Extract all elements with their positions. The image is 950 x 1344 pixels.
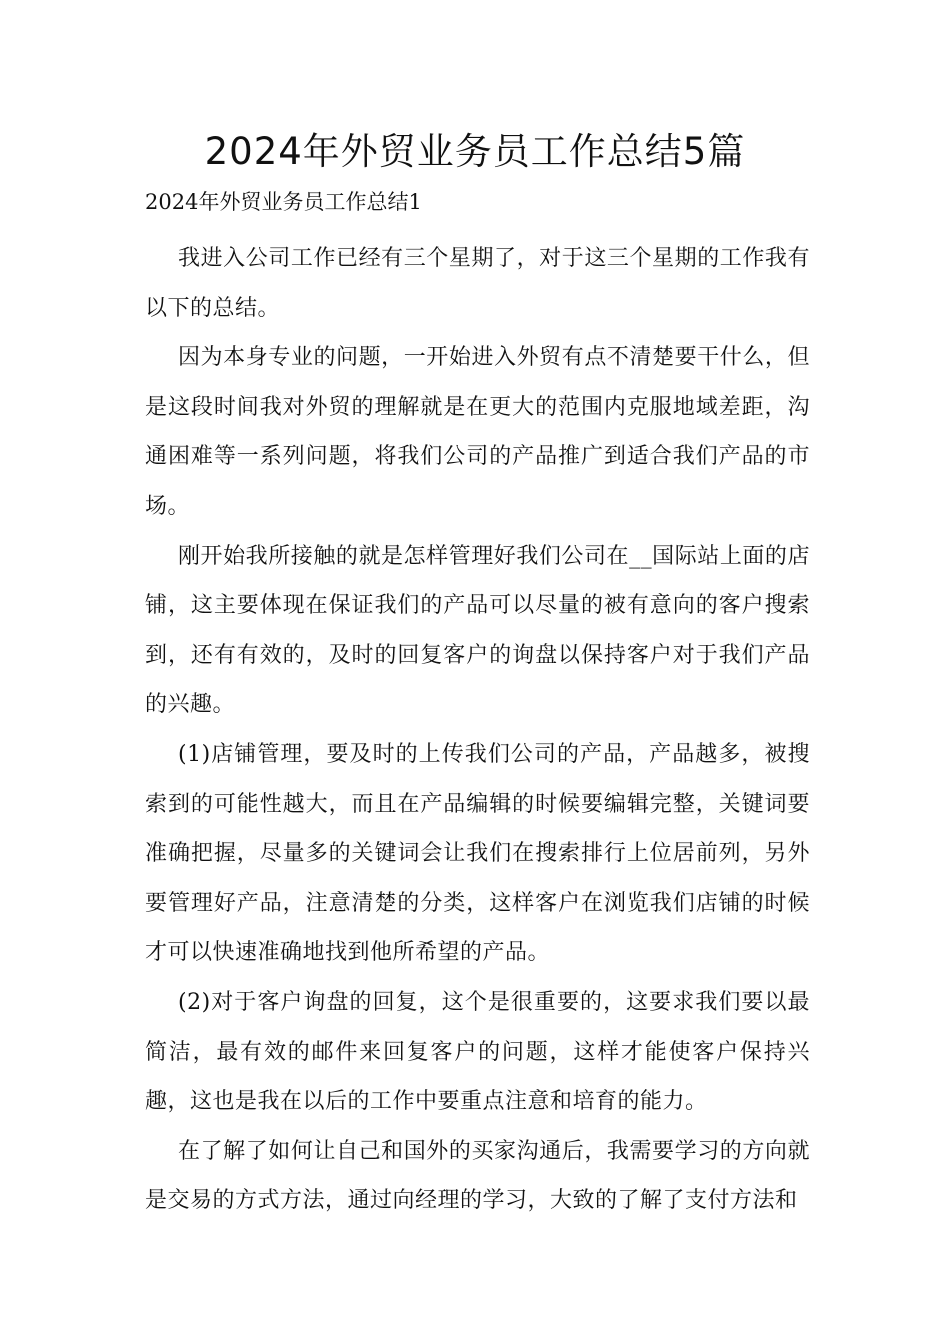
paragraph: 我进入公司工作已经有三个星期了，对于这三个星期的工作我有以下的总结。 [145, 246, 810, 321]
paragraph: 刚开始我所接触的就是怎样管理好我们公司在__国际站上面的店铺，这主要体现在保证我们的产品可以尽量的被有意向的客户搜索到，还有有效的，及时的回复客户的询盘以保持客户对于我们产品的兴趣。 [145, 543, 810, 718]
paragraph: (2)对于客户询盘的回复，这个是很重要的，这要求我们要以最简洁，最有效的邮件来回复客户的问题，这样才能使客户保持兴趣，这也是我在以后的工作中要重点注意和培育的能力。 [145, 989, 810, 1115]
paragraph: (1)店铺管理，要及时的上传我们公司的产品，产品越多，被搜索到的可能性越大，而且在产品编辑的时候要编辑完整，关键词要准确把握，尽量多的关键词会让我们在搜索排行上位居前列，另外要管理好产品，注意清楚的分类，这样客户在浏览我们店铺的时候才可以快速准确地找到他所希望的产品。 [145, 741, 810, 966]
document-body [145, 234, 810, 1226]
section-heading: 2024年外贸业务员工作总结1 [145, 190, 422, 214]
paragraph: 因为本身专业的问题，一开始进入外贸有点不清楚要干什么，但是这段时间我对外贸的理解就是在更大的范围内克服地域差距，沟通困难等一系列问题，将我们公司的产品推广到适合我们产品的市场。 [145, 345, 810, 519]
paragraph: 在了解了如何让自己和国外的买家沟通后，我需要学习的方向就是交易的方式方法，通过向经理的学习，大致的了解了支付方法和 [145, 1138, 810, 1214]
document-title: 2024年外贸业务员工作总结5篇 [204, 130, 746, 173]
